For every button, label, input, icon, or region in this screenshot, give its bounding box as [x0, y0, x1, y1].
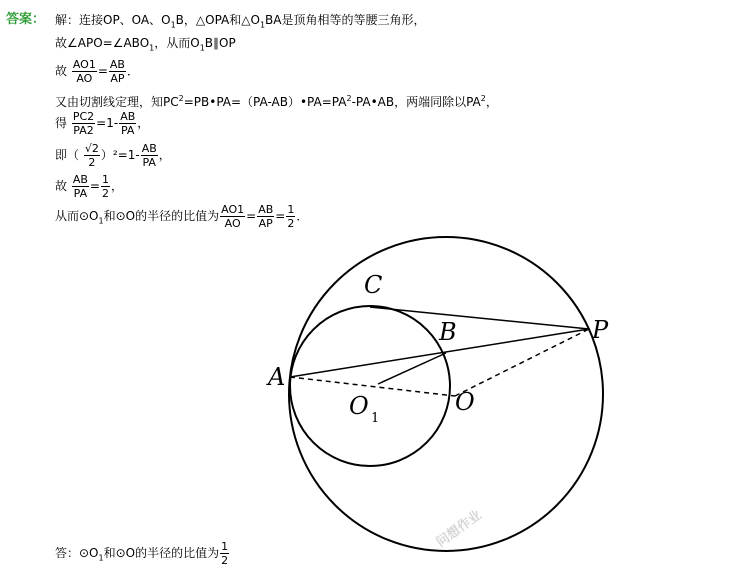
final-text-b: 和⊙O的半径的比值为	[103, 546, 220, 560]
fraction-numerator: AB	[120, 110, 136, 123]
line4-sup-a: 2	[178, 94, 184, 103]
line7-prefix: 故	[55, 179, 68, 193]
fraction-denominator: AO	[224, 217, 241, 230]
line4-sup-c: 2	[480, 94, 486, 103]
point-label-p: P	[592, 316, 609, 344]
line1-text-c: BA是顶角相等的等腰三角形，	[265, 13, 426, 27]
line6-middle: ）²=1-	[100, 148, 140, 162]
fraction-numerator: PC2	[72, 110, 95, 123]
fraction-denominator: AP	[110, 72, 125, 85]
answer-label: 答案：	[6, 12, 46, 27]
line8-end: ．	[296, 209, 309, 223]
line8-text-b: 和⊙O的半径的比值为	[103, 209, 220, 223]
fraction-denominator: AP	[258, 217, 273, 230]
watermark: 问想作业	[433, 507, 485, 551]
line4-text-c: -PA•AB，两端同除以PA	[351, 95, 481, 109]
line7-end: ，	[110, 179, 123, 193]
tangent-line-pc	[370, 307, 589, 329]
line8-sub: 1	[98, 216, 104, 226]
fraction-numerator: √2	[84, 142, 99, 155]
line4-sup-b: 2	[346, 94, 352, 103]
equals-sign: =	[246, 209, 257, 223]
line3-prefix: 故	[55, 64, 68, 78]
fraction-denominator: 2	[101, 187, 109, 200]
fraction-numerator: AO1	[72, 58, 96, 71]
dashed-segment-ao	[290, 377, 455, 396]
line2-text-c: B∥OP	[204, 36, 236, 50]
line1-text-b: B，△OPA和△O	[175, 13, 260, 27]
line1-text-a: 解：连接OP、OA、O	[55, 13, 171, 27]
line3-end: ．	[126, 64, 139, 78]
fraction-numerator: AB	[141, 142, 157, 155]
equals-sign: =	[97, 64, 108, 78]
line6-end: ，	[158, 148, 171, 162]
line5-middle: =1-	[96, 116, 119, 130]
point-label-b: B	[439, 318, 457, 346]
fraction-denominator: PA2	[73, 124, 94, 137]
fraction-denominator: PA	[142, 156, 156, 169]
line4-text-b: =PB•PA=（PA-AB）•PA=PA	[183, 95, 347, 109]
line4-text-d: ，	[485, 95, 498, 109]
fraction-numerator: AO1	[221, 203, 245, 216]
final-text-a: 答：⊙O	[55, 546, 99, 560]
fraction-numerator: 1	[287, 203, 295, 216]
line1-sub-b: 1	[259, 20, 266, 30]
line2-text-a: 故∠APO=∠ABO	[55, 36, 150, 50]
point-label-o: O	[455, 388, 475, 416]
fraction-one-half	[220, 540, 229, 567]
fraction-numerator: AB	[258, 203, 274, 216]
point-label-c: C	[364, 271, 383, 299]
final-answer	[55, 538, 230, 573]
point-label-a: A	[268, 363, 286, 391]
line2-sub-a: 1	[149, 43, 155, 53]
fraction-denominator: PA	[120, 124, 135, 137]
fraction-denominator: 2	[88, 156, 96, 169]
fraction-numerator: AB	[72, 173, 88, 186]
large-circle-o	[289, 237, 603, 551]
line2-sub-b: 1	[199, 43, 205, 53]
line2-text-b: ，从而O	[154, 36, 200, 50]
fraction-denominator: 2	[221, 554, 229, 567]
fraction-denominator: AO	[76, 72, 93, 85]
line5-end: ，	[137, 116, 150, 130]
line8-text-a: 从而⊙O	[55, 209, 99, 223]
line1-sub-a: 1	[170, 20, 176, 30]
point-label-o1: O	[349, 392, 369, 420]
line5-prefix: 得	[55, 116, 68, 130]
line4-text-a: 又由切割线定理，知PC	[55, 95, 179, 109]
fraction-denominator: PA	[73, 187, 88, 200]
fraction-denominator: 2	[287, 217, 295, 230]
small-circle-o1	[290, 306, 450, 466]
fraction-numerator: 1	[221, 540, 229, 553]
line6-prefix: 即（	[55, 148, 80, 162]
point-label-o1-subscript: 1	[371, 411, 380, 426]
equals-sign: =	[275, 209, 286, 223]
final-sub: 1	[98, 553, 104, 563]
fraction-numerator: AB	[109, 58, 125, 71]
fraction-numerator: 1	[101, 173, 109, 186]
equals-sign: =	[89, 179, 100, 193]
